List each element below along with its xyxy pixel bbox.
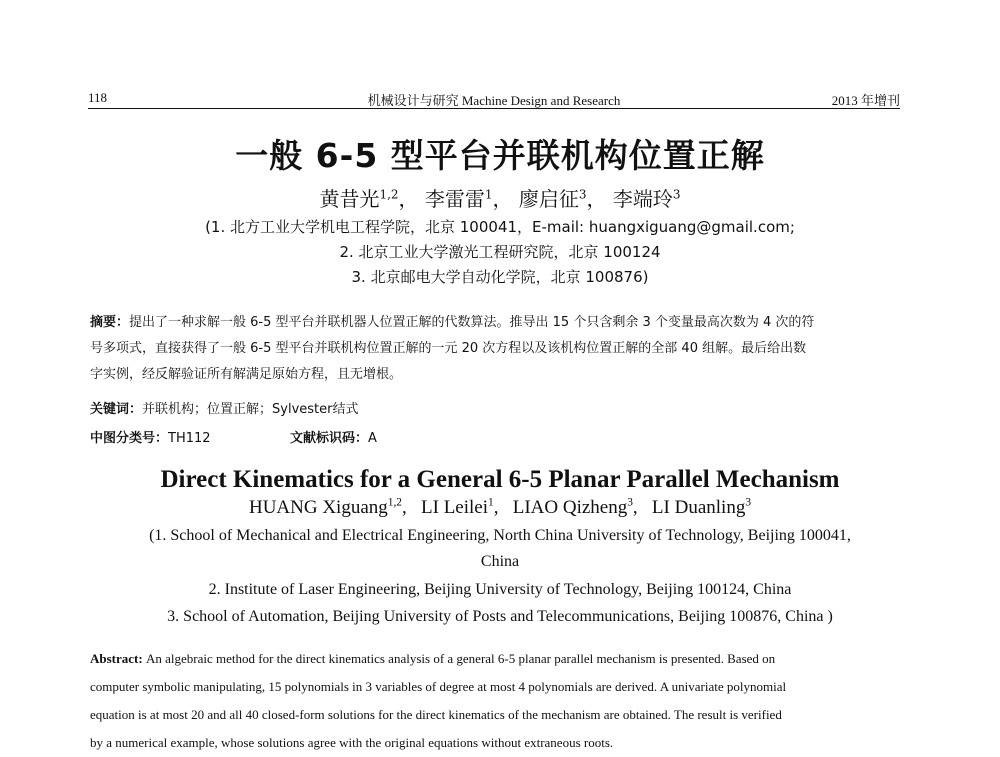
english-authors: HUANG Xiguang$^{1,2}$, LI Leilei$^1$, LIAO Qizheng$^3$, LI Duanling$^3$ xyxy=(248,496,752,518)
author-affiliation-mark: 3 xyxy=(745,496,752,509)
chinese-affiliation-3: 3. 北京邮电大学自动化学院，北京 100876) xyxy=(351,268,649,286)
chinese-affiliation-1: (1. 北方工业大学机电工程学院，北京 100041，E-mail: huangxiguang@gmail.com; xyxy=(205,218,795,236)
header-rule xyxy=(88,108,900,109)
running-header xyxy=(88,88,900,108)
abstract-label: 摘要： xyxy=(90,315,130,330)
author-affiliation-mark: 3 xyxy=(578,187,587,202)
issue-label: 2013 年增刊 xyxy=(831,93,900,108)
english-affiliation-1-cont: China xyxy=(480,553,520,570)
english-title: Direct Kinematics for a General 6-5 Planar Parallel Mechanism xyxy=(160,466,840,493)
abstract-line: An algebraic method for the direct kinematics analysis of a general 6-5 planar parallel mechanism is presented. Based on xyxy=(145,651,776,666)
classification xyxy=(90,427,377,446)
keywords xyxy=(90,398,358,417)
author-name: LIAO Qizheng xyxy=(512,497,628,518)
author-name: 廖启征 xyxy=(518,187,579,211)
abstract-line: 号多项式，直接获得了一般 6-5 型平台并联机构位置正解的一元 20 次方程以及该机构位置正解的全部 40 组解。最后给出数 xyxy=(90,341,807,356)
author-name: 李雷雷 xyxy=(424,187,485,211)
abstract-label: Abstract: xyxy=(90,651,143,666)
author-affiliation-mark: 1 xyxy=(488,496,494,509)
author-affiliation-mark: 3 xyxy=(672,187,681,202)
author-affiliation-mark: 3 xyxy=(627,496,633,509)
doc-label: 文献标识码： xyxy=(290,431,369,446)
author-name: 李端玲 xyxy=(612,187,673,211)
author-name: HUANG Xiguang xyxy=(248,497,388,518)
class-label: 中图分类号： xyxy=(90,431,169,446)
document-code xyxy=(290,427,377,446)
author-affiliation-mark: 1,2 xyxy=(379,187,399,202)
abstract-line: 提出了一种求解一般 6-5 型平台并联机器人位置正解的代数算法。推导出 15 个只含剩余 3 个变量最高次数为 4 次的符 xyxy=(129,315,815,330)
abstract-line: by a numerical example, whose solutions agree with the original equations without extraneous roots. xyxy=(90,735,614,750)
author-name: LI Leilei xyxy=(421,497,489,518)
keywords-label: 关键词： xyxy=(90,402,143,417)
author-affiliation-mark: 1,2 xyxy=(387,496,403,509)
abstract-line: equation is at most 20 and all 40 closed-form solutions for the direct kinematics of the mechanism are obtained. The result is verified xyxy=(90,707,782,722)
class-value: TH112 xyxy=(168,431,211,446)
author-name: 黄昔光 xyxy=(319,187,380,211)
english-affiliation-3: 3. School of Automation, Beijing University of Posts and Telecommunications, Beijing 100876, China ) xyxy=(167,608,833,625)
author-affiliation-mark: 1 xyxy=(484,187,493,202)
abstract-line: 字实例，经反解验证所有解满足原始方程，且无增根。 xyxy=(90,367,403,382)
doc-value: A xyxy=(368,431,377,446)
english-affiliation-2: 2. Institute of Laser Engineering, Beijing University of Technology, Beijing 100124, China xyxy=(208,581,792,598)
chinese-authors: 黄昔光$^{1,2}$， 李雷雷$^1$， 廖启征$^3$， 李端玲$^3$ xyxy=(319,187,681,211)
page-number: 118 xyxy=(88,90,108,105)
keywords-value: 并联机构；位置正解；Sylvester结式 xyxy=(142,402,359,417)
english-affiliation-1: (1. School of Mechanical and Electrical Engineering, North China University of Technology, Beijing 100041, xyxy=(149,527,851,544)
author-name: LI Duanling xyxy=(651,497,746,518)
chinese-abstract xyxy=(90,310,902,388)
abstract-line: computer symbolic manipulating, 15 polynomials in 3 variables of degree at most 4 polynomials are derived. A univariate polynomial xyxy=(90,679,787,694)
english-abstract xyxy=(90,645,906,757)
chinese-affiliation-2: 2. 北京工业大学激光工程研究院，北京 100124 xyxy=(339,243,661,261)
journal-name: 机械设计与研究 Machine Design and Research xyxy=(367,93,621,108)
chinese-title: 一般 6-5 型平台并联机构位置正解 xyxy=(235,136,765,175)
